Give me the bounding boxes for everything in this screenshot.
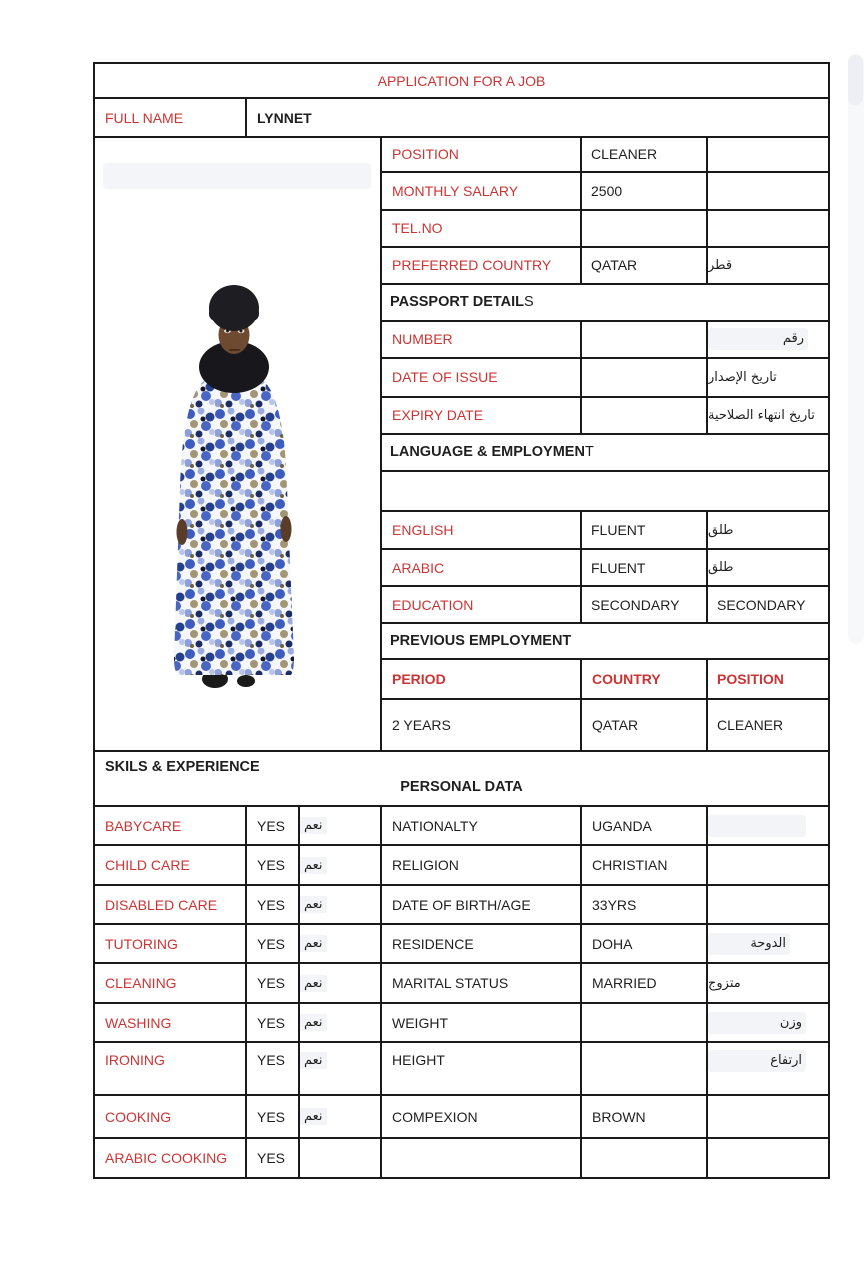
field-value: CLEANER bbox=[582, 138, 708, 171]
column-header-period: PERIOD bbox=[382, 660, 582, 698]
field-value: UGANDA bbox=[582, 807, 708, 844]
highlight: نعم bbox=[300, 975, 327, 992]
field-arabic bbox=[708, 322, 828, 357]
application-form bbox=[93, 62, 830, 1179]
redacted-box: وزن bbox=[708, 1012, 806, 1034]
field-arabic bbox=[708, 1139, 828, 1177]
table-row bbox=[95, 1096, 828, 1139]
skills-section-header bbox=[95, 752, 828, 807]
field-label: COMPEXION bbox=[382, 1096, 582, 1137]
redacted-box: رقم bbox=[708, 328, 808, 350]
table-row bbox=[95, 846, 828, 886]
skill-label: WASHING bbox=[95, 1004, 247, 1041]
employment-position: CLEANER bbox=[717, 717, 784, 734]
table-row bbox=[382, 359, 828, 398]
field-label bbox=[382, 1139, 582, 1177]
table-row bbox=[95, 886, 828, 925]
middle-section bbox=[95, 138, 828, 752]
redacted-box: الدوحة bbox=[708, 933, 790, 955]
field-arabic bbox=[708, 886, 828, 923]
skill-yes: YES bbox=[247, 1004, 300, 1041]
highlight: نعم bbox=[300, 1014, 327, 1031]
field-arabic bbox=[708, 1096, 828, 1137]
field-arabic: طلق bbox=[708, 560, 734, 576]
table-row bbox=[382, 211, 828, 248]
highlight: نعم bbox=[300, 817, 327, 834]
section-header: PREVIOUS EMPLOYMENT bbox=[390, 633, 572, 650]
field-arabic: متزوج bbox=[708, 975, 741, 991]
field-value bbox=[582, 322, 708, 357]
field-label: NATIONALTY bbox=[382, 807, 582, 844]
field-value: 33YRS bbox=[582, 886, 708, 923]
full-name-value: LYNNET bbox=[257, 109, 312, 126]
skill-yes: YES bbox=[247, 846, 300, 884]
field-label: DATE OF BIRTH/AGE bbox=[382, 886, 582, 923]
full-name-label: FULL NAME bbox=[95, 99, 247, 136]
field-arabic: تاريخ انتهاء الصلاحية bbox=[708, 407, 815, 423]
field-arabic bbox=[708, 807, 828, 844]
field-value bbox=[582, 359, 708, 396]
field-value: CHRISTIAN bbox=[582, 846, 708, 884]
table-row bbox=[382, 550, 828, 587]
field-label: MARITAL STATUS bbox=[382, 964, 582, 1002]
field-arabic bbox=[708, 846, 828, 884]
table-row bbox=[382, 700, 828, 750]
column-header-country: COUNTRY bbox=[582, 660, 708, 698]
field-arabic: طلق bbox=[708, 522, 734, 538]
skills-title: SKILS & EXPERIENCE bbox=[105, 759, 260, 775]
section-header-bold: PASSPORT DETAIL bbox=[390, 294, 524, 311]
section-header bbox=[382, 435, 828, 471]
page-title: APPLICATION FOR A JOB bbox=[377, 72, 546, 89]
field-value bbox=[582, 398, 708, 433]
skill-yes: YES bbox=[247, 1139, 300, 1177]
column-header-position: POSITION bbox=[717, 671, 784, 688]
field-value-2: SECONDARY bbox=[717, 596, 806, 613]
table-row bbox=[382, 398, 828, 435]
field-label: PREFERRED COUNTRY bbox=[382, 248, 582, 283]
field-label: DATE OF ISSUE bbox=[382, 359, 582, 396]
scrollbar-track bbox=[848, 54, 864, 644]
empty-cell bbox=[382, 472, 828, 510]
table-row bbox=[382, 512, 828, 550]
skill-yes-arabic bbox=[300, 886, 382, 923]
field-label: EDUCATION bbox=[382, 587, 582, 622]
passport-header-row bbox=[382, 285, 828, 322]
skill-yes-arabic bbox=[300, 1139, 382, 1177]
skill-label: TUTORING bbox=[95, 925, 247, 962]
field-value bbox=[582, 211, 708, 246]
table-row bbox=[95, 1139, 828, 1177]
field-arabic: تاريخ الإصدار bbox=[708, 369, 777, 385]
language-header-row bbox=[382, 435, 828, 473]
table-row bbox=[95, 964, 828, 1004]
table-row bbox=[382, 248, 828, 285]
skill-yes-arabic bbox=[300, 1096, 382, 1137]
field-label: RESIDENCE bbox=[382, 925, 582, 962]
table-row bbox=[95, 1004, 828, 1043]
applicant-photo bbox=[95, 138, 378, 748]
field-value: QATAR bbox=[582, 248, 708, 283]
section-header-tail: T bbox=[584, 444, 594, 461]
highlight: نعم bbox=[300, 857, 327, 874]
employment-period: 2 YEARS bbox=[382, 700, 582, 750]
section-header bbox=[382, 285, 828, 320]
employment-country: QATAR bbox=[582, 700, 708, 750]
field-value bbox=[582, 1139, 708, 1177]
field-label: POSITION bbox=[382, 138, 582, 171]
skill-label: COOKING bbox=[95, 1096, 247, 1137]
field-label: EXPIRY DATE bbox=[382, 398, 582, 433]
skill-label: BABYCARE bbox=[95, 807, 247, 844]
section-header-bold: LANGUAGE & EMPLOYMEN bbox=[390, 444, 585, 461]
skill-label: IRONING bbox=[95, 1043, 247, 1094]
field-value bbox=[582, 1004, 708, 1041]
column-header-row bbox=[382, 660, 828, 700]
skill-yes: YES bbox=[247, 1096, 300, 1137]
empty-row bbox=[382, 472, 828, 512]
skill-yes-arabic bbox=[300, 807, 382, 844]
scrollbar-thumb[interactable] bbox=[848, 55, 863, 105]
highlight: نعم bbox=[300, 935, 327, 952]
skill-yes: YES bbox=[247, 807, 300, 844]
skill-label: DISABLED CARE bbox=[95, 886, 247, 923]
section-header-tail: S bbox=[524, 294, 534, 311]
field-arabic bbox=[708, 1004, 828, 1041]
field-value: FLUENT bbox=[582, 512, 708, 548]
table-row bbox=[382, 587, 828, 624]
highlight: نعم bbox=[300, 896, 327, 913]
table-row bbox=[382, 173, 828, 211]
field-arabic bbox=[708, 211, 828, 246]
field-value: DOHA bbox=[582, 925, 708, 962]
table-row bbox=[95, 807, 828, 846]
skill-label: CLEANING bbox=[95, 964, 247, 1002]
field-label: ARABIC bbox=[382, 550, 582, 585]
skill-yes: YES bbox=[247, 1043, 300, 1094]
full-name-row bbox=[95, 99, 828, 138]
previous-employment-header-row bbox=[382, 624, 828, 660]
skill-yes-arabic bbox=[300, 1043, 382, 1094]
field-label: NUMBER bbox=[382, 322, 582, 357]
detail-rows bbox=[382, 138, 828, 750]
field-value: FLUENT bbox=[582, 550, 708, 585]
redacted-box bbox=[103, 163, 371, 189]
field-label: HEIGHT bbox=[382, 1043, 582, 1094]
table-row bbox=[95, 925, 828, 964]
field-label: MONTHLY SALARY bbox=[382, 173, 582, 209]
field-label: TEL.NO bbox=[382, 211, 582, 246]
highlight: نعم bbox=[300, 1052, 327, 1069]
skill-label: ARABIC COOKING bbox=[95, 1139, 247, 1177]
field-arabic: قطر bbox=[708, 257, 733, 273]
field-value: BROWN bbox=[582, 1096, 708, 1137]
field-arabic bbox=[708, 925, 828, 962]
field-value: MARRIED bbox=[582, 964, 708, 1002]
field-label: WEIGHT bbox=[382, 1004, 582, 1041]
skill-yes-arabic bbox=[300, 964, 382, 1002]
table-row bbox=[95, 1043, 828, 1096]
skill-yes-arabic bbox=[300, 1004, 382, 1041]
skill-yes: YES bbox=[247, 886, 300, 923]
highlight: نعم bbox=[300, 1108, 327, 1125]
personal-data-title: PERSONAL DATA bbox=[400, 779, 523, 795]
field-value: SECONDARY bbox=[582, 587, 708, 622]
photo-cell bbox=[95, 138, 382, 750]
field-value bbox=[582, 1043, 708, 1094]
field-arabic bbox=[708, 138, 828, 171]
redacted-box bbox=[708, 815, 806, 837]
form-title-row bbox=[95, 64, 828, 99]
field-label: ENGLISH bbox=[382, 512, 582, 548]
table-row bbox=[382, 322, 828, 359]
field-value: 2500 bbox=[582, 173, 708, 209]
skill-yes: YES bbox=[247, 964, 300, 1002]
skill-yes-arabic bbox=[300, 846, 382, 884]
redacted-box: ارتفاع bbox=[708, 1050, 806, 1072]
field-label: RELIGION bbox=[382, 846, 582, 884]
field-arabic bbox=[708, 173, 828, 209]
skill-yes-arabic bbox=[300, 925, 382, 962]
skill-label: CHILD CARE bbox=[95, 846, 247, 884]
field-arabic bbox=[708, 1043, 828, 1094]
skill-yes: YES bbox=[247, 925, 300, 962]
table-row bbox=[382, 138, 828, 173]
